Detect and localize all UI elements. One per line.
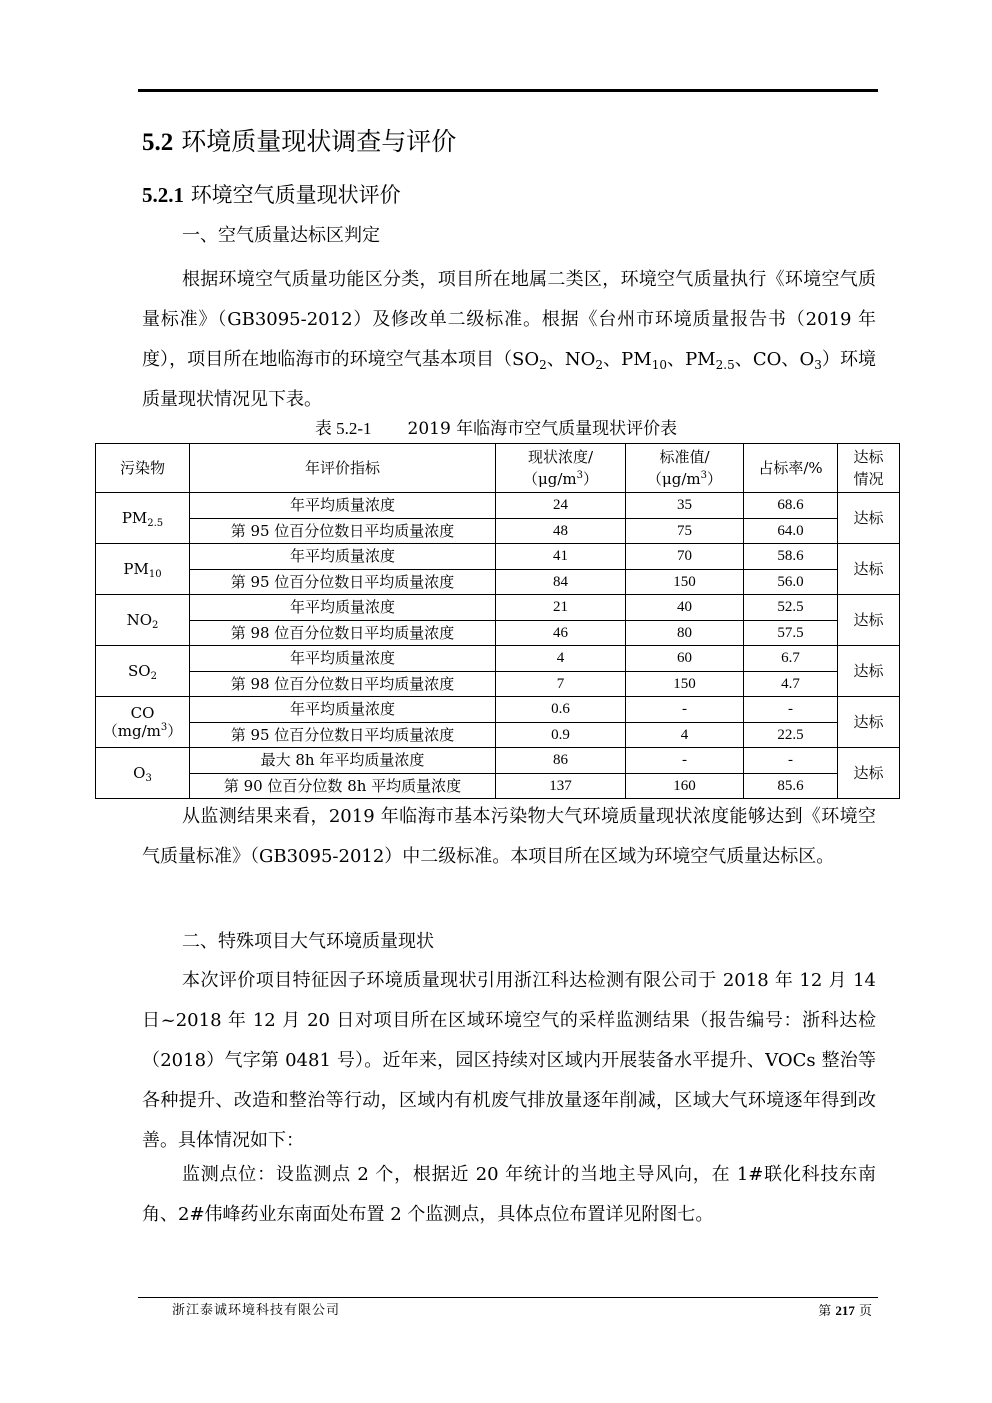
conc-cell: 21	[496, 595, 626, 621]
table-caption-number: 表 5.2-1	[314, 419, 372, 438]
table-row	[96, 722, 900, 748]
conc-cell: 4	[496, 646, 626, 672]
header-rule	[138, 89, 878, 92]
footer-company: 浙江泰诚环境科技有限公司	[172, 1303, 341, 1318]
header-indicator: 年评价指标	[190, 444, 496, 493]
std-cell: 60	[626, 646, 744, 672]
footer-rule	[138, 1297, 878, 1298]
air-quality-table	[95, 443, 900, 799]
table-row	[96, 620, 900, 646]
header-conc: 现状浓度/ $(\mu g/m^3)$	[496, 444, 626, 493]
section-title: 环境质量现状调查与评价	[181, 127, 457, 156]
std-cell: 80	[626, 620, 744, 646]
section-heading	[142, 124, 456, 161]
paragraph-standard: 根据环境空气质量功能区分类，项目所在地属二类区，环境空气质量执行《环境空气质量标准》（GB3095-2012）及修改单二级标准。根据《台州市环境质量报告书（2019 年度），项目所在地临海市的环境空气基本项目（$SO_2$、$NO_2$、$PM_{10}$、$PM_{2.5}$、CO、$O_3$）环境质量现状情况见下表。	[142, 269, 877, 410]
table-row	[96, 569, 900, 595]
ratio-cell: 52.5	[744, 595, 838, 621]
ratio-cell: -	[744, 697, 838, 723]
table-row	[96, 773, 900, 799]
subsection-title: 环境空气质量现状评价	[190, 183, 401, 207]
header-status: 达标 情况	[838, 444, 900, 493]
pollutant-cell: CO $(mg/m^3)$	[96, 697, 190, 748]
indicator-cell: 年平均质量浓度	[190, 544, 496, 570]
std-cell: 35	[626, 493, 744, 519]
std-cell: 4	[626, 722, 744, 748]
std-cell: 40	[626, 595, 744, 621]
ratio-cell: 64.0	[744, 518, 838, 544]
conc-cell: 137	[496, 773, 626, 799]
status-cell: 达标	[838, 697, 900, 748]
table-row	[96, 748, 900, 774]
subsection-heading	[142, 178, 401, 212]
table-row	[96, 518, 900, 544]
header-pollutant: 污染物	[96, 444, 190, 493]
part1-heading: 一、空气质量达标区判定	[182, 225, 380, 246]
indicator-cell: 第 95 位百分位数日平均质量浓度	[190, 722, 496, 748]
indicator-cell: 第 98 位百分位数日平均质量浓度	[190, 620, 496, 646]
conc-cell: 48	[496, 518, 626, 544]
conc-cell: 41	[496, 544, 626, 570]
ratio-cell: 4.7	[744, 671, 838, 697]
conc-cell: 86	[496, 748, 626, 774]
paragraph-result: 从监测结果来看，2019 年临海市基本污染物大气环境质量现状浓度能够达到《环境空气质量标准》（GB3095-2012）中二级标准。本项目所在区域为环境空气质量达标区。	[142, 806, 876, 867]
ratio-cell: 6.7	[744, 646, 838, 672]
conc-cell: 7	[496, 671, 626, 697]
table-caption-title: 2019 年临海市空气质量现状评价表	[407, 419, 678, 439]
ratio-cell: 68.6	[744, 493, 838, 519]
subsection-number: 5.2.1	[142, 183, 184, 207]
ratio-cell: 22.5	[744, 722, 838, 748]
table-row	[96, 595, 900, 621]
conc-cell: 0.6	[496, 697, 626, 723]
conc-cell: 84	[496, 569, 626, 595]
indicator-cell: 第 98 位百分位数日平均质量浓度	[190, 671, 496, 697]
table-row	[96, 493, 900, 519]
indicator-cell: 年平均质量浓度	[190, 595, 496, 621]
page-number: 217	[835, 1303, 855, 1318]
ratio-cell: 58.6	[744, 544, 838, 570]
part2-heading: 二、特殊项目大气环境质量现状	[182, 931, 434, 952]
indicator-cell: 第 95 位百分位数日平均质量浓度	[190, 569, 496, 595]
std-cell: -	[626, 748, 744, 774]
section-number: 5.2	[142, 129, 174, 156]
ratio-cell: -	[744, 748, 838, 774]
pollutant-cell: $NO_2$	[96, 595, 190, 646]
status-cell: 达标	[838, 646, 900, 697]
std-cell: 150	[626, 671, 744, 697]
table-row	[96, 697, 900, 723]
status-cell: 达标	[838, 748, 900, 799]
table-row	[96, 671, 900, 697]
indicator-cell: 第 95 位百分位数日平均质量浓度	[190, 518, 496, 544]
std-cell: 70	[626, 544, 744, 570]
indicator-cell: 第 90 位百分位数 8h 平均质量浓度	[190, 773, 496, 799]
ratio-cell: 85.6	[744, 773, 838, 799]
table-row	[96, 646, 900, 672]
header-std: 标准值/ $(\mu g/m^3)$	[626, 444, 744, 493]
table-caption	[0, 417, 992, 441]
paragraph-points: 监测点位：设监测点 2 个，根据近 20 年统计的当地主导风向，在 1#联化科技东南角、2#伟峰药业东南面处布置 2 个监测点，具体点位布置详见附图七。	[142, 1164, 876, 1225]
pollutant-cell: $PM_{10}$	[96, 544, 190, 595]
conc-cell: 0.9	[496, 722, 626, 748]
status-cell: 达标	[838, 493, 900, 544]
header-ratio: 占标率/%	[744, 444, 838, 493]
indicator-cell: 年平均质量浓度	[190, 697, 496, 723]
std-cell: 160	[626, 773, 744, 799]
std-cell: 150	[626, 569, 744, 595]
ratio-cell: 57.5	[744, 620, 838, 646]
std-cell: 75	[626, 518, 744, 544]
ratio-cell: 56.0	[744, 569, 838, 595]
table-header-row	[96, 444, 900, 493]
conc-cell: 24	[496, 493, 626, 519]
paragraph-monitoring: 本次评价项目特征因子环境质量现状引用浙江科达检测有限公司于 2018 年 12 月 14 日~2018 年 12 月 20 日对项目所在区域环境空气的采样监测结果（报告编号：浙科达检（2018）气字第 0481 号）。近年来，园区持续对区域内开展装备水平提升、VOCs 整治等各种提升、改造和整治等行动，区域内有机废气排放量逐年削减，区域大气环境逐年得到改善。具体情况如下：	[142, 970, 876, 1151]
status-cell: 达标	[838, 595, 900, 646]
pollutant-cell: $PM_{2.5}$	[96, 493, 190, 544]
indicator-cell: 最大 8h 年平均质量浓度	[190, 748, 496, 774]
pollutant-cell: $O_3$	[96, 748, 190, 799]
status-cell: 达标	[838, 544, 900, 595]
footer-page: 第 217 页	[818, 1303, 872, 1319]
pollutant-cell: $SO_2$	[96, 646, 190, 697]
table-row	[96, 544, 900, 570]
indicator-cell: 年平均质量浓度	[190, 493, 496, 519]
std-cell: -	[626, 697, 744, 723]
indicator-cell: 年平均质量浓度	[190, 646, 496, 672]
conc-cell: 46	[496, 620, 626, 646]
